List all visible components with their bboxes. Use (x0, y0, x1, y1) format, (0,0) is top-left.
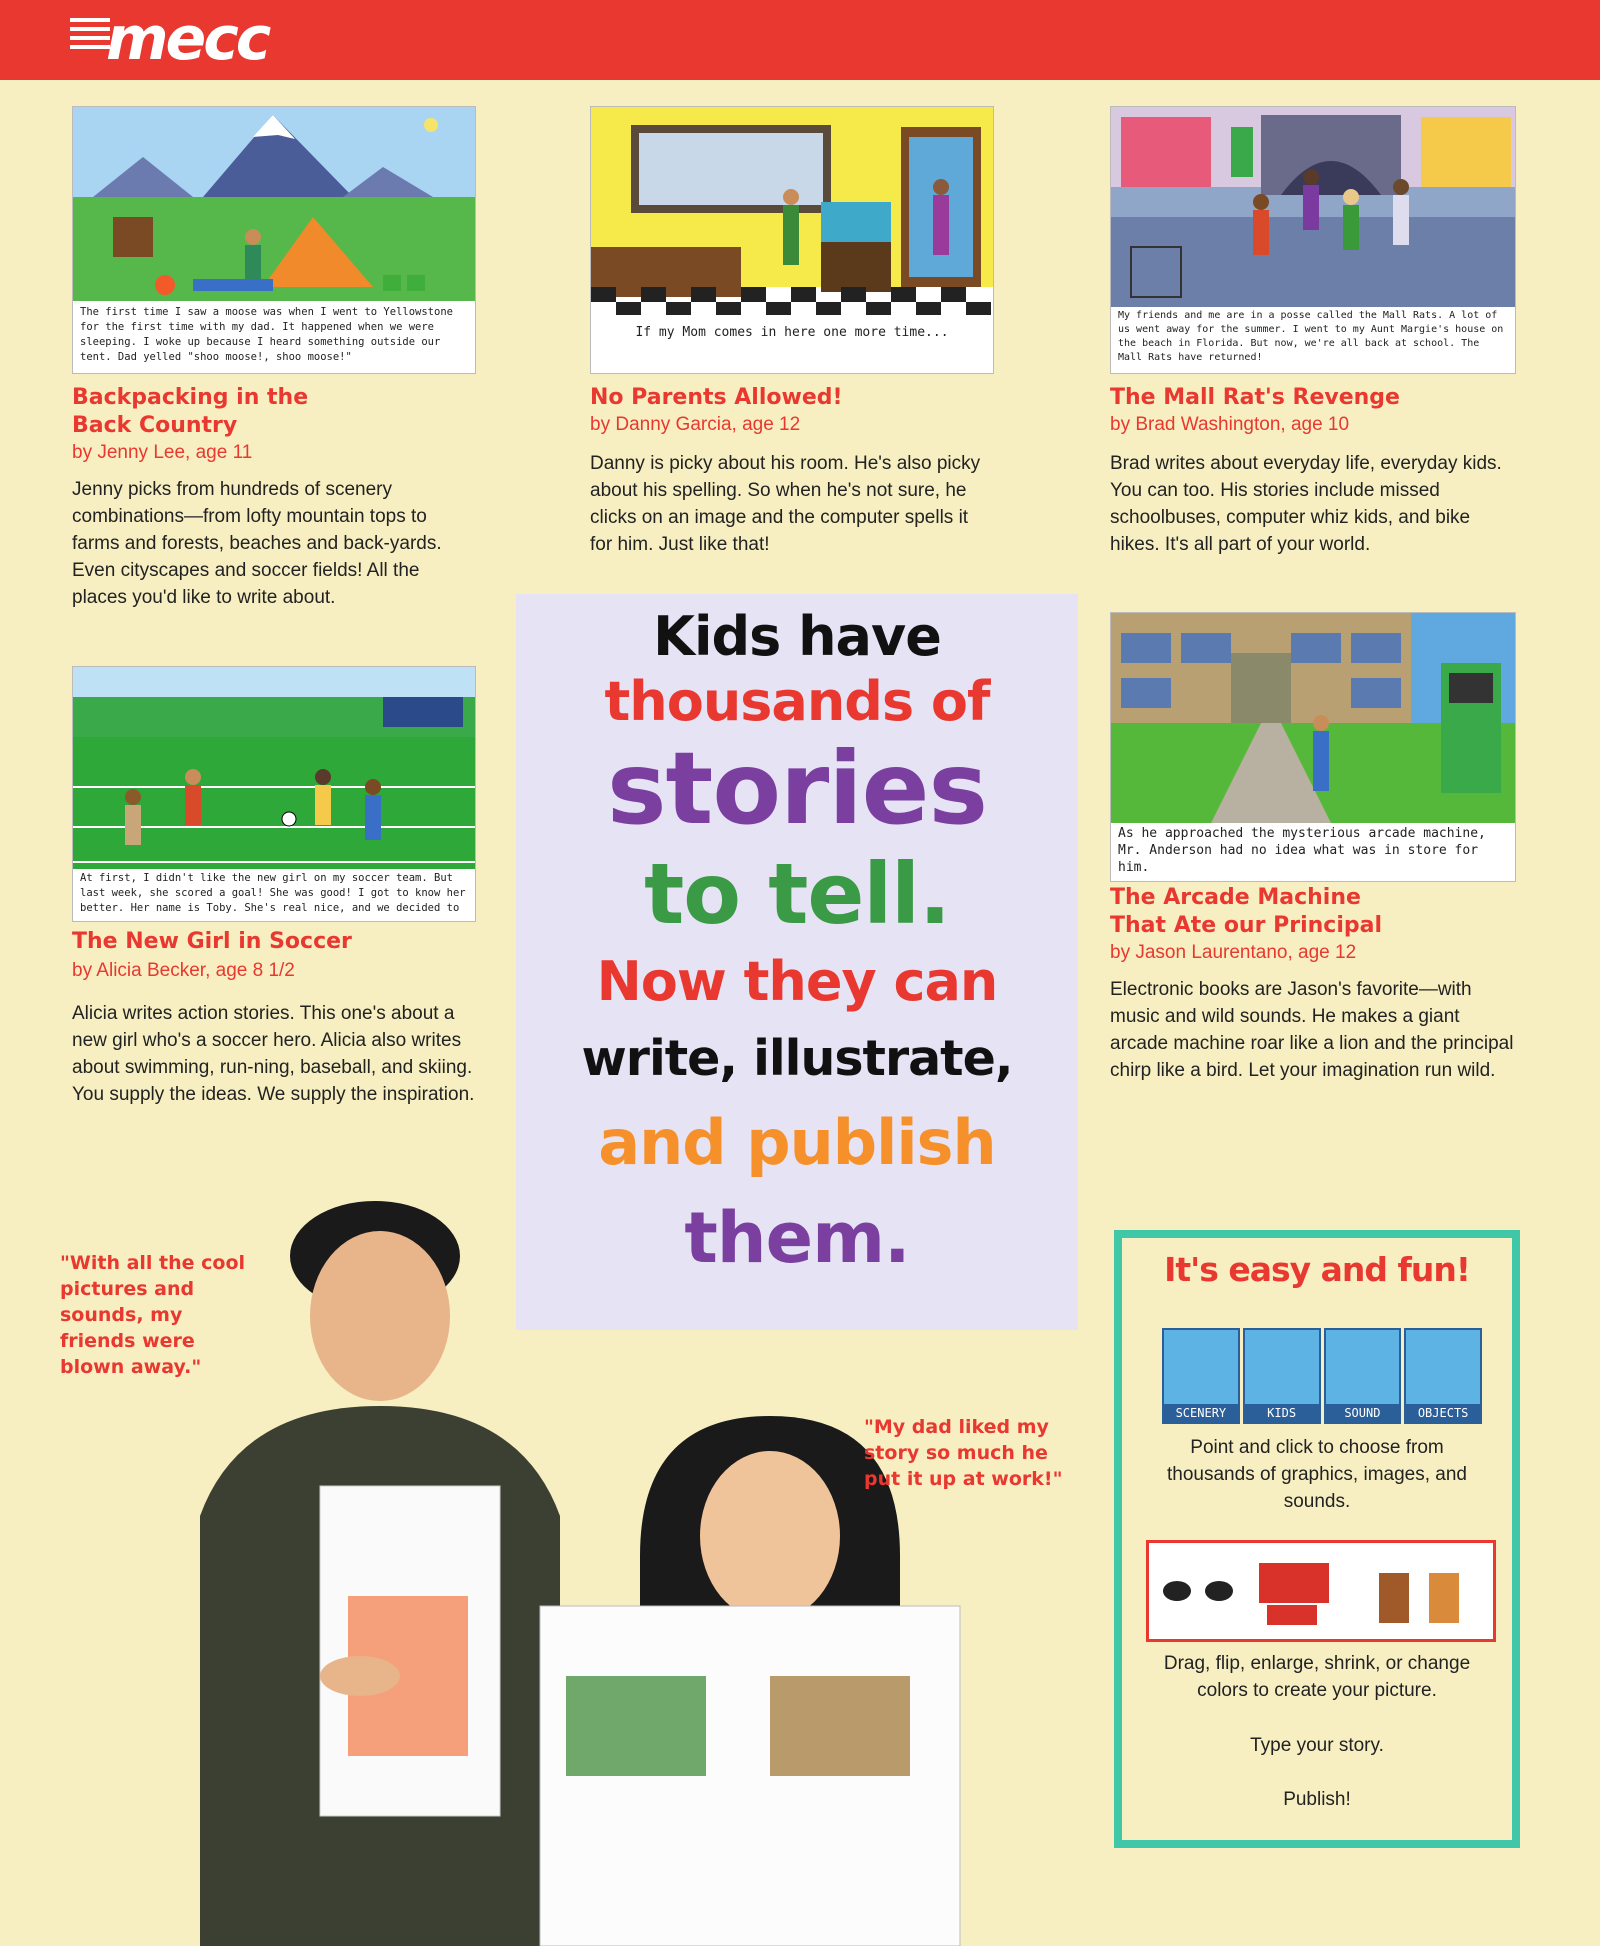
story-byline: by Jason Laurentano, age 12 (1110, 942, 1357, 963)
icon-label: SCENERY (1164, 1404, 1238, 1422)
story-title (1110, 884, 1530, 940)
easy-text-type-story: Type your story. (1250, 1735, 1384, 1756)
story-byline: by Jenny Lee, age 11 (72, 442, 253, 463)
story-description: Electronic books are Jason's favorite—with music and wild sounds. He makes a giant arcade machine roar like a lion and the principal chirp like a bird. Let your imagination run wild. (1110, 979, 1514, 1081)
kids-icon[interactable] (1243, 1328, 1321, 1424)
story-screenshot-backpacking (72, 106, 476, 374)
story-caption: If my Mom comes in here one more time... (591, 315, 993, 373)
headline-line: Kids have (653, 605, 941, 668)
easy-text-publish: Publish! (1283, 1789, 1351, 1810)
icon-label: SOUND (1326, 1404, 1400, 1422)
story-caption: At first, I didn't like the new girl on my soccer team. But last week, she scored a goal! She was good! I got to know her better. Her name is Toby. She's real nice, and we decided to (73, 869, 475, 921)
headline-line: write, illustrate, (581, 1030, 1013, 1087)
story-screenshot-arcade (1110, 612, 1516, 882)
header-bar (0, 0, 1600, 80)
sound-icon[interactable] (1324, 1328, 1402, 1424)
headline-line: and publish (598, 1106, 996, 1179)
story-title: No Parents Allowed! (590, 385, 843, 410)
story-title-line: The Arcade Machine (1110, 885, 1361, 910)
story-title-line: Back Country (72, 413, 238, 438)
girl-quote: "My dad liked my story so much he put it up at work!" (864, 1416, 1063, 1490)
story-caption: The first time I saw a moose was when I went to Yellowstone for the first time with my dad. It happened when we were sleeping. I woke up because I heard something outside our tent. Dad yelled "shoo moose!, shoo moose!" (73, 303, 475, 373)
category-icons (1162, 1328, 1482, 1424)
objects-icon[interactable] (1404, 1328, 1482, 1424)
story-description: Brad writes about everyday life, everyday kids. You can too. His stories include missed schoolbuses, computer whiz kids, and bike hikes. It's all part of your world. (1110, 453, 1502, 555)
headline-line: Now they can (596, 950, 998, 1013)
story-description: Alicia writes action stories. This one's about a new girl who's a soccer hero. Alicia also writes about swimming, run-ning, baseball, and skiing. You supply the ideas. We supply the inspiration. (72, 1003, 475, 1105)
objects-illustration (1149, 1543, 1493, 1639)
story-caption: My friends and me are in a posse called the Mall Rats. A lot of us went away for the summer. I went to my Aunt Margie's house on the beach in Florida. But now, we're all back at school. The Mall Rats have returned! (1111, 307, 1515, 373)
story-description: Jenny picks from hundreds of scenery combinations—from lofty mountain tops to farms and forests, beaches and back-yards. Even cityscapes and soccer fields! All the places you'd like to write about. (72, 479, 442, 608)
story-title-line: Backpacking in the (72, 385, 309, 410)
headline-line: to tell. (644, 845, 950, 943)
story-screenshot-soccer (72, 666, 476, 922)
logo-text: mecc (106, 4, 269, 74)
easy-box-title: It's easy and fun! (1164, 1250, 1470, 1289)
story-title-line: That Ate our Principal (1110, 913, 1382, 938)
story-caption: As he approached the mysterious arcade machine, Mr. Anderson had no idea what was in store for him. (1111, 823, 1515, 881)
story-byline: by Danny Garcia, age 12 (590, 414, 801, 435)
easy-text-drag-flip: Drag, flip, enlarge, shrink, or change colors to create your picture. (1163, 1653, 1471, 1701)
icon-label: KIDS (1245, 1404, 1319, 1422)
easy-text-point-click: Point and click to choose from thousands of graphics, images, and sounds. (1167, 1437, 1467, 1512)
boy-quote: "With all the cool pictures and sounds, my friends were blown away." (60, 1252, 246, 1378)
scenery-icon[interactable] (1162, 1328, 1240, 1424)
story-screenshot-no-parents (590, 106, 994, 374)
object-strip (1146, 1540, 1496, 1642)
story-description: Danny is picky about his room. He's also picky about his spelling. So when he's not sure, he clicks on an image and the computer spells it for him. Just like that! (590, 453, 981, 555)
headline-line: thousands of (604, 670, 990, 733)
story-title: The Mall Rat's Revenge (1110, 385, 1400, 410)
logo-stripes-icon (70, 18, 110, 54)
story-byline: by Brad Washington, age 10 (1110, 414, 1350, 435)
story-byline: by Alicia Becker, age 8 1/2 (72, 960, 295, 981)
headline-line: stories (607, 730, 987, 847)
icon-label: OBJECTS (1406, 1404, 1480, 1422)
story-title: The New Girl in Soccer (72, 929, 352, 954)
story-screenshot-mall-rats (1110, 106, 1516, 374)
easy-and-fun-box (1114, 1230, 1520, 1848)
headline-line: them. (684, 1197, 910, 1279)
story-title (72, 384, 492, 440)
